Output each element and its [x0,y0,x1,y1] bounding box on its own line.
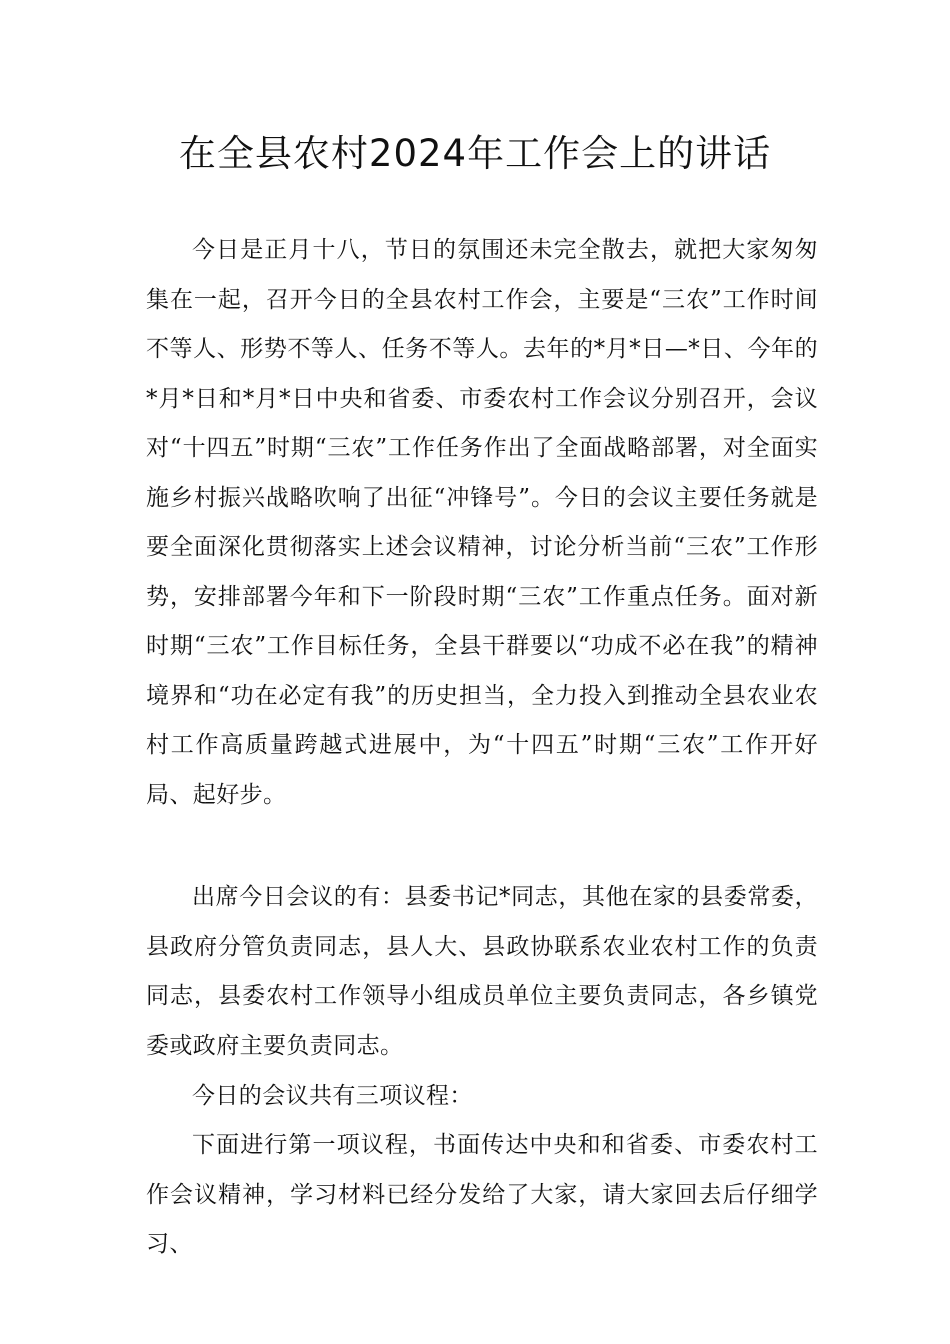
paragraph-opening: 今日是正月十八，节日的氛围还未完全散去，就把大家匆匆集在一起，召开今日的全县农村工作会，主要是“三农”工作时间不等人、形势不等人、任务不等人。去年的*月*日—*日、今年的*月*日和*月*日中央和省委、市委农村工作会议分别召开，会议对“十四五”时期“三农”工作任务作出了全面战略部署，对全面实施乡村振兴战略吹响了出征“冲锋号”。今日的会议主要任务就是要全面深化贯彻落实上述会议精神，讨论分析当前“三农”工作形势，安排部署今年和下一阶段时期“三农”工作重点任务。面对新时期“三农”工作目标任务，全县干群要以“功成不必在我”的精神境界和“功在必定有我”的历史担当，全力投入到推动全县农业农村工作高质量跨越式进展中，为“十四五”时期“三农”工作开好局、起好步。 [146,237,818,808]
document-title: 在全县农村2024年工作会上的讲话 [178,132,772,175]
paragraph-attendees: 出席今日会议的有：县委书记*同志，其他在家的县委常委，县政府分管负责同志，县人大、县政协联系农业农村工作的负责同志，县委农村工作领导小组成员单位主要负责同志，各乡镇党委或政府主要负责同志。 [146,884,818,1059]
paragraph-agenda-intro: 今日的会议共有三项议程： [192,1083,473,1109]
paragraph-agenda-item-1: 下面进行第一项议程，书面传达中央和和省委、市委农村工作会议精神，学习材料已经分发给了大家，请大家回去后仔细学习、 [146,1132,818,1257]
